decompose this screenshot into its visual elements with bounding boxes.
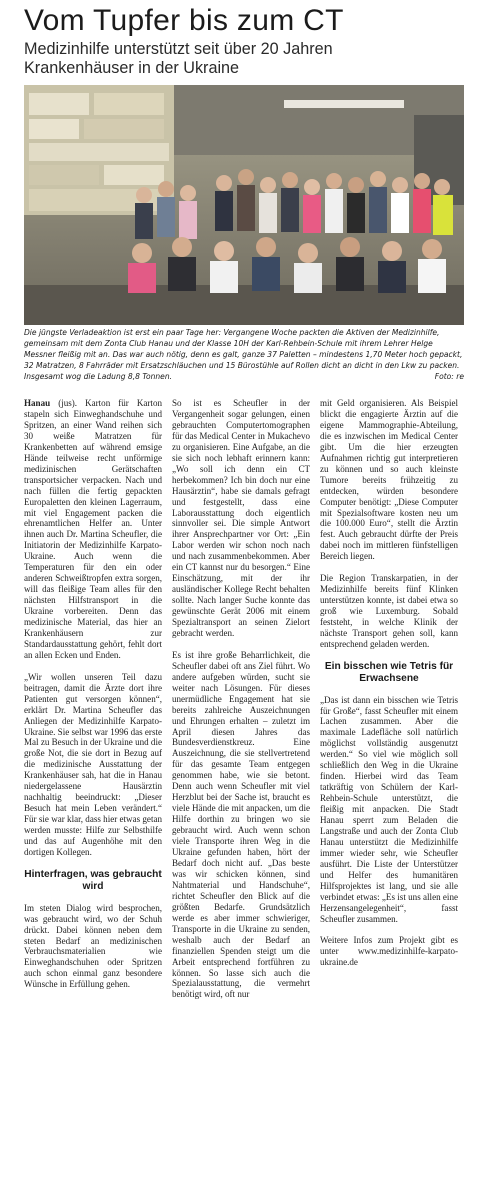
article-column-1 bbox=[24, 398, 162, 1001]
article-column-3 bbox=[320, 398, 458, 979]
paragraph: So ist es Scheufler in der Vergangenheit sogar gelungen, einen gebrauchten Computertomographen für das Medical Center in Mukachevo zu organisieren. Eine Aufgabe, an die sie sich noch lebhaft erinnern kann: „Wo soll ich denn ein CT herbekommen? Ich bin doch nur eine Hausärztin“, habe sie damals gefragt und festgestellt, dass eine Laborausstattung doch eigentlich sinnvoller sei. Die simple Antwort ihrer Ansprechpartner vor Ort: „Ein Labor werden wir schon noch nach und nach zusammenbekommen. Aber ein CT kannst nur du besorgen.“ Eine Einschätzung, mit der ihr ausländischer Kollege Recht behalten sollte. Nach langer Suche konnte das gewünschte Gerät 2006 mit einem Spezialtransport an seinen Zielort gebracht werden. bbox=[172, 398, 310, 639]
paragraph: Es ist ihre große Beharrlichkeit, die Scheufler dabei oft ans Ziel führt. Wo andere aufgeben würden, sucht sie weiter nach Lösungen. Für dieses unermüdliche Engagement hat sie bereits zahlreiche Auszeichnungen und Ehrungen erhalten – zuletzt im April diesen Jahres das Bundesverdienstkreuz. Eine Auszeichnung, die sie stellvertretend für das gesamte Team entgegen genommen habe, wie sie betont. Denn auch wenn Scheufler mit viel Herzblut bei der Sache ist, braucht es viele Hände die mit anpacken, um die Hilfe dorthin zu bringen wo sie gebraucht wird. Auch wenn schon viele Transporte ihren Weg in die Ukraine gefunden haben, hört der Bedarf doch nicht auf. „Das beste was wir schicken können, sind Nahtmaterial und Handschuhe“, richtet Scheufler den Blick auf die größten Bedarfe. Grundsätzlich werde es aber immer schwieriger, Transporte in die Ukraine zu senden, weshalb auch der Bedarf an finanziellen Spenden steigt um die Arbeit entsprechend fortführen zu können. So lasse sich auch die Spezialausstattung, die vermehrt benötigt wird, oft nur bbox=[172, 649, 310, 1000]
paragraph bbox=[24, 398, 162, 661]
group-photo bbox=[24, 85, 464, 325]
subheadline-line-1: Medizinhilfe unterstützt seit über 20 Jahren bbox=[24, 40, 333, 58]
subheadline bbox=[24, 40, 474, 78]
paragraph: „Wir wollen unseren Teil dazu beitragen, damit die Ärzte dort ihre Patienten gut versorgen können“, erklärt Dr. Martina Scheufler das Anliegen der Medizinhilfe Karpato-Ukraine. Sie selbst war 1996 das erste Mal zu Besuch in der Ukraine und die große Not, die sie dort in Bezug auf die medizinische Ausstattung der Krankenhäuser sah, hat die in Hanau niedergelassene Hausärztin nachhaltig beeindruckt: „Dieser Besuch hat mein Leben verändert.“ Für sie war klar, dass hier etwas getan werden musste: Hilfe zur Selbsthilfe und das auf Augenhöhe mit den dortigen Kollegen. bbox=[24, 671, 162, 858]
subheadline-line-2: Krankenhäuser in der Ukraine bbox=[24, 59, 240, 77]
paragraph: Die Region Transkarpatien, in der Medizinhilfe bereits fünf Klinken unterstützen konnte, ist dabei etwa so groß wie Luxemburg. Sobald feststeht, in welche Klinik der nächste Transport gehen soll, kann entsprechend geladen werden. bbox=[320, 573, 458, 649]
paragraph: „Das ist dann ein bisschen wie Tetris für Große“, fasst Scheufler mit einem Lachen zusammen. Aber die maximale Ladefläche soll natürlich möglichst vollständig ausgenutzt werden.“ So viel wie möglich soll schließlich den Weg in die Ukraine finden. Hierbei wird das Team tatkräftig von Schülern der Karl-Rehbein-Schule unterstützt, die fleißig mit anpacken. Die Stadt Hanau sperrt zum Beladen die Langstraße und auch der Zonta Club Hanau unterstützt die Medizinhilfe immer wieder sehr, wie Scheufler ausführt. Die Liste der Unterstützer und Helfer des humanitären Hilfsprojektes ist lang, und sie alle verbindet etwas: „Es ist uns allen eine Herzensangelegenheit“, fasst Scheufler zusammen. bbox=[320, 694, 458, 924]
section-heading: Ein bisschen wie Tetris für Erwachsene bbox=[324, 660, 454, 685]
caption-text: Die jüngste Verladeaktion ist erst ein paar Tage her: Vergangene Woche packten die Aktiven der Medizinhilfe, gemeinsam mit dem Zonta Club Hanau und der Klasse 10H der Karl-Rehbein-Schule mit ihrem Lehrer Helge Messner fleißig mit an. Das war auch nötig, denn es galt, ganze 37 Paletten – mindestens 1,70 Meter hoch gepackt, 32 Matratzen, 8 Fahrräder mit Ersatzschläuchen und 15 Bürostühle auf Rollen dicht an dicht in den Lkw zu packen. Insgesamt wog die Ladung 8,8 Tonnen. bbox=[24, 328, 463, 382]
photo-caption bbox=[24, 327, 464, 382]
paragraph: mit Geld organisieren. Als Beispiel blickt die engagierte Ärztin auf die eigene Mammographie-Abteilung, die es inzwischen im Medical Center gibt. Um die hier erzeugten Aufnahmen richtig gut interpretieren zu können und so auch kleinste Tumore bereits frühzeitig zu entdecken, würden besondere Computer benötigt: „Diese Computer mit Spezialsoftware kosten neu um die 100.000 Euro“, stellt die Ärztin fest. Auch gebraucht dürfte der Preis dabei noch im mittleren fünfstelligen Bereich liegen. bbox=[320, 398, 458, 562]
paragraph: Im steten Dialog wird besprochen, was gebraucht wird, wo der Schuh drückt. Dabei können neben dem steten Bedarf an medizinischen Verbrauchsmaterialien wie Einweghandschuhen oder Spritzen auch schon einmal ganz besondere Wünsche in Erfüllung gehen. bbox=[24, 902, 162, 990]
photo-credit: Foto: re bbox=[434, 372, 464, 382]
headline: Vom Tupfer bis zum CT bbox=[24, 4, 344, 37]
group-photo-icon bbox=[24, 85, 464, 325]
paragraph-text: (jus). Karton für Karton stapeln sich Einweghandschuhe und Spritzen, an einer Wand reihen sich 30 weiße Matratzen für Krankenbetten auf während emsige Hände teilweise recht unförmige medizinischen Gerätschaften transportsicher verpacken. Nach und nach füllen die fertig gepackten Europaletten den kleinen Lagerraum, mit viel Engagement packen die ehrenamtlichen Helfer an. Unter ihnen auch Dr. Martina Scheufler, die Initiatorin der Medizinhilfe Karpato-Ukraine. Auch wenn die Temperaturen für den ein oder anderen Schweißtropfen extra sorgen, will das fleißige Team alles für den nächsten Hilfstransport in die Ukraine vorbereiten. Denn das medizinische Material, das hier an Krankenhäusern zur Standardausstattung gehört, fehlt dort an allen Ecken und Enden. bbox=[24, 398, 162, 660]
section-heading: Hinterfragen, was gebraucht wird bbox=[24, 868, 162, 893]
article-column-2 bbox=[172, 398, 310, 1011]
dateline: Hanau bbox=[24, 398, 51, 408]
paragraph: Weitere Infos zum Projekt gibt es unter www.medizinhilfe-karpato-ukraine.de bbox=[320, 935, 458, 968]
